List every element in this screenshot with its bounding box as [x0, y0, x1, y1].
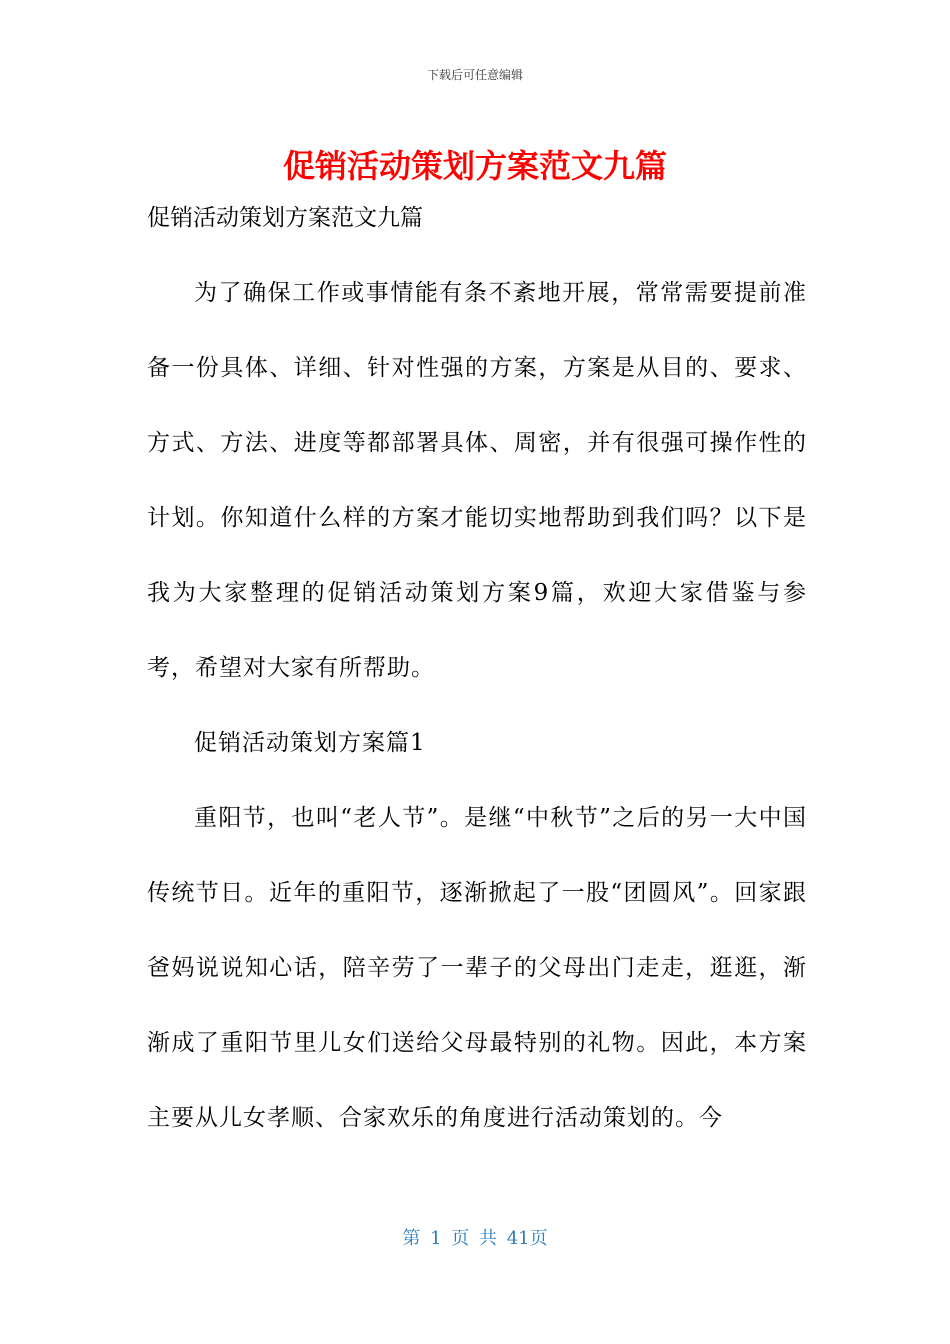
section-heading: 促销活动策划方案篇1	[194, 730, 426, 756]
page-header-note: 下载后可任意编辑	[426, 68, 523, 82]
document-subtitle: 促销活动策划方案范文九篇	[147, 205, 423, 231]
page-number-footer: 第 1 页 共 41页	[402, 1228, 548, 1249]
section-paragraph: 重阳节，也叫“老人节”。是继“中秋节”之后的另一大中国传统节日。近年的重阳节，逐渐掀起了一股“团圆风”。回家跟爸妈说说知心话，陪辛劳了一辈子的父母出门走走，逛逛，渐渐成了重阳节里儿女们送给父母最特别的礼物。因此，本方案主要从儿女孝顺、合家欢乐的角度进行活动策划的。今	[147, 805, 807, 1131]
document-body	[147, 256, 807, 1156]
document-title: 促销活动策划方案范文九篇	[282, 147, 667, 185]
intro-paragraph: 为了确保工作或事情能有条不紊地开展，常常需要提前准备一份具体、详细、针对性强的方案，方案是从目的、要求、方式、方法、进度等都部署具体、周密，并有很强可操作性的计划。你知道什么样的方案才能切实地帮助到我们吗？以下是我为大家整理的促销活动策划方案9篇，欢迎大家借鉴与参考，希望对大家有所帮助。	[147, 280, 807, 681]
